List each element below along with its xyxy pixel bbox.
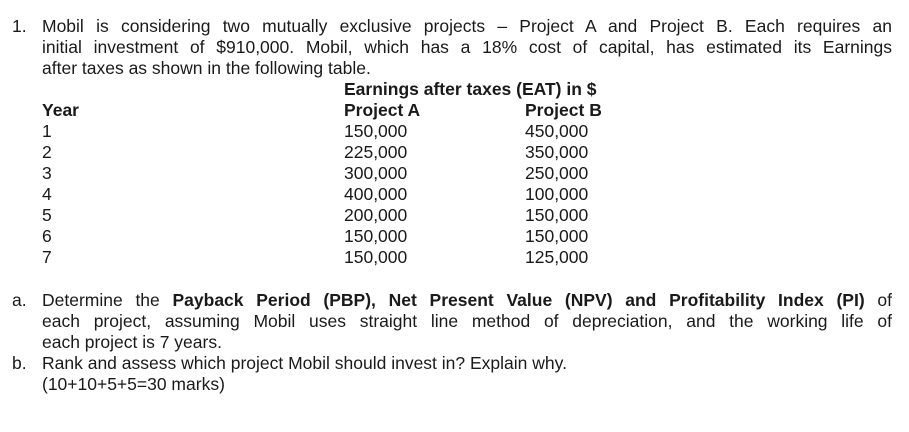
intro-line-3: after taxes as shown in the following table. (42, 58, 371, 78)
year-cell: 7 (42, 247, 52, 267)
project-b-header: Project B (525, 100, 602, 120)
question-number: 1. (12, 16, 27, 36)
project-b-column (525, 121, 588, 268)
part-a-pre: Determine the (42, 290, 173, 310)
part-a-line-2: each project, assuming Mobil uses straight line method of depreciation, and the working life of (42, 311, 892, 331)
project-b-cell: 150,000 (525, 226, 589, 246)
part-a-post: of (864, 290, 892, 310)
part-b-label: b. (12, 353, 27, 373)
part-a (12, 290, 892, 353)
part-a-line-1 (42, 290, 892, 311)
year-cell: 3 (42, 163, 52, 183)
question-intro (42, 16, 892, 79)
project-a-cell: 150,000 (344, 226, 408, 246)
year-cell: 1 (42, 121, 52, 141)
intro-line-1: Mobil is considering two mutually exclusive projects – Project A and Project B. Each requires an (42, 16, 892, 36)
project-b-cell: 450,000 (525, 121, 589, 141)
part-a-line-3: each project is 7 years. (42, 332, 222, 352)
project-a-cell: 225,000 (344, 142, 408, 162)
part-a-label: a. (12, 290, 27, 310)
year-column (42, 121, 52, 268)
project-a-cell: 300,000 (344, 163, 408, 183)
project-a-cell: 150,000 (344, 121, 408, 141)
part-b-text (42, 353, 892, 395)
project-a-cell: 200,000 (344, 205, 408, 225)
earnings-table (42, 79, 642, 269)
year-header: Year (42, 100, 79, 120)
project-a-header: Project A (344, 100, 421, 120)
project-b-cell: 125,000 (525, 247, 589, 267)
project-a-column (344, 121, 407, 268)
eat-group-header: Earnings after taxes (EAT) in $ (344, 79, 597, 99)
intro-line-2: initial investment of $910,000. Mobil, which has a 18% cost of capital, has estimated its Earnings (42, 37, 892, 57)
project-a-cell: 150,000 (344, 247, 408, 267)
project-b-cell: 100,000 (525, 184, 589, 204)
part-a-text (42, 290, 892, 353)
project-b-cell: 350,000 (525, 142, 589, 162)
year-cell: 4 (42, 184, 52, 204)
project-b-cell: 250,000 (525, 163, 589, 183)
project-a-cell: 400,000 (344, 184, 408, 204)
year-cell: 2 (42, 142, 52, 162)
year-cell: 6 (42, 226, 52, 246)
part-b-line-1: Rank and assess which project Mobil should invest in? Explain why. (42, 353, 567, 373)
project-b-cell: 150,000 (525, 205, 589, 225)
marks-allocation: (10+10+5+5=30 marks) (42, 374, 225, 394)
year-cell: 5 (42, 205, 52, 225)
part-a-bold-measures: Payback Period (PBP), Net Present Value (NPV) and Profitability Index (PI) (172, 290, 865, 310)
part-b (12, 353, 892, 395)
